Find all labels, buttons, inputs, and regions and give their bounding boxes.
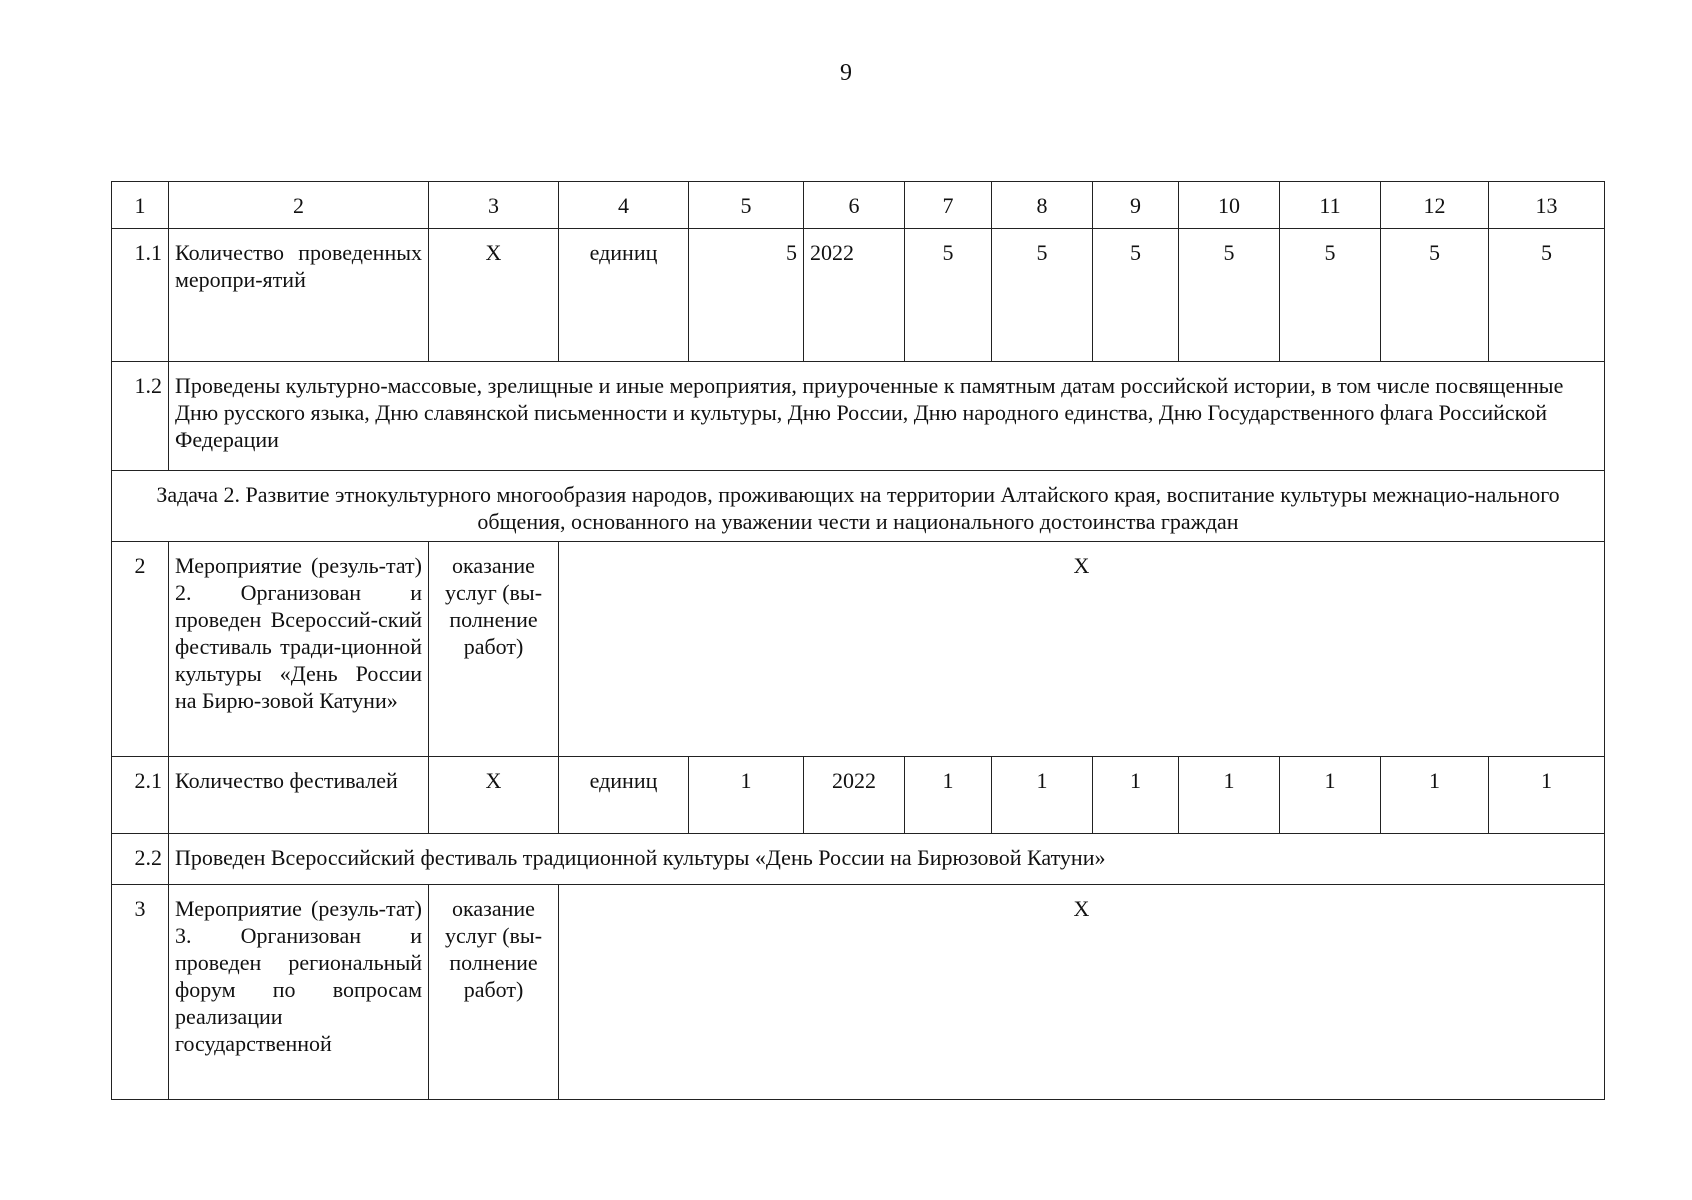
base-year: 2022 [804, 229, 905, 362]
merged-x-cell: Х [559, 542, 1605, 757]
year-value: 1 [1280, 757, 1381, 834]
col-header: 8 [992, 182, 1093, 229]
col-header: 6 [804, 182, 905, 229]
col-header: 7 [905, 182, 992, 229]
event-type: оказание услуг (вы-полнение работ) [429, 542, 559, 757]
table-row-1-2 [112, 362, 1605, 471]
row-number: 1.1 [112, 229, 169, 362]
table-row-2-2 [112, 834, 1605, 885]
year-value: 1 [905, 757, 992, 834]
result-description: Проведен Всероссийский фестиваль традиционной культуры «День России на Бирюзовой Катуни» [169, 834, 1605, 885]
indicator-code: Х [429, 757, 559, 834]
row-number: 2.2 [112, 834, 169, 885]
column-number-row [112, 182, 1605, 229]
row-number: 1.2 [112, 362, 169, 471]
task-2-heading: Задача 2. Развитие этнокультурного многообразия народов, проживающих на территории Алтайского края, воспитание культуры межнацио-нального общения, основанного на уважении чести и национального достоинства граждан [112, 471, 1605, 542]
row-number: 2.1 [112, 757, 169, 834]
col-header: 5 [689, 182, 804, 229]
col-header: 9 [1093, 182, 1179, 229]
col-header: 11 [1280, 182, 1381, 229]
program-table [111, 181, 1605, 1100]
year-value: 1 [1093, 757, 1179, 834]
base-year: 2022 [804, 757, 905, 834]
base-value: 5 [689, 229, 804, 362]
year-value: 1 [1179, 757, 1280, 834]
table-row-3 [112, 885, 1605, 1100]
col-header: 4 [559, 182, 689, 229]
base-value: 1 [689, 757, 804, 834]
table-row-1-1 [112, 229, 1605, 362]
event-name: Мероприятие (резуль-тат) 2. Организован и проведен Всероссий-ский фестиваль тради-ционной культуры «День России на Бирю-зовой Катуни» [169, 542, 429, 757]
row-number: 2 [112, 542, 169, 757]
row-number: 3 [112, 885, 169, 1100]
year-value: 5 [1489, 229, 1605, 362]
year-value: 5 [992, 229, 1093, 362]
col-header: 13 [1489, 182, 1605, 229]
year-value: 5 [1381, 229, 1489, 362]
table-row-2-1 [112, 757, 1605, 834]
year-value: 5 [905, 229, 992, 362]
col-header: 2 [169, 182, 429, 229]
year-value: 5 [1179, 229, 1280, 362]
year-value: 1 [1489, 757, 1605, 834]
event-type: оказание услуг (вы-полнение работ) [429, 885, 559, 1100]
unit-of-measure: единиц [559, 229, 689, 362]
result-description: Проведены культурно-массовые, зрелищные и иные мероприятия, приуроченные к памятным датам российской истории, в том числе посвященные Дню русского языка, Дню славянской письменности и культуры, Дню России, Дню народного единства, Дню Государственного флага Российской Федерации [169, 362, 1605, 471]
event-name: Мероприятие (резуль-тат) 3. Организован и проведен региональный форум по вопросам реализации государственной [169, 885, 429, 1100]
year-value: 1 [992, 757, 1093, 834]
page-number: 9 [840, 60, 852, 86]
col-header: 10 [1179, 182, 1280, 229]
unit-of-measure: единиц [559, 757, 689, 834]
year-value: 1 [1381, 757, 1489, 834]
year-value: 5 [1280, 229, 1381, 362]
table-row-2 [112, 542, 1605, 757]
merged-x-cell: Х [559, 885, 1605, 1100]
task-row [112, 471, 1605, 542]
col-header: 12 [1381, 182, 1489, 229]
indicator-code: Х [429, 229, 559, 362]
col-header: 1 [112, 182, 169, 229]
indicator-name: Количество фестивалей [169, 757, 429, 834]
year-value: 5 [1093, 229, 1179, 362]
indicator-name: Количество проведенных меропри-ятий [169, 229, 429, 362]
col-header: 3 [429, 182, 559, 229]
